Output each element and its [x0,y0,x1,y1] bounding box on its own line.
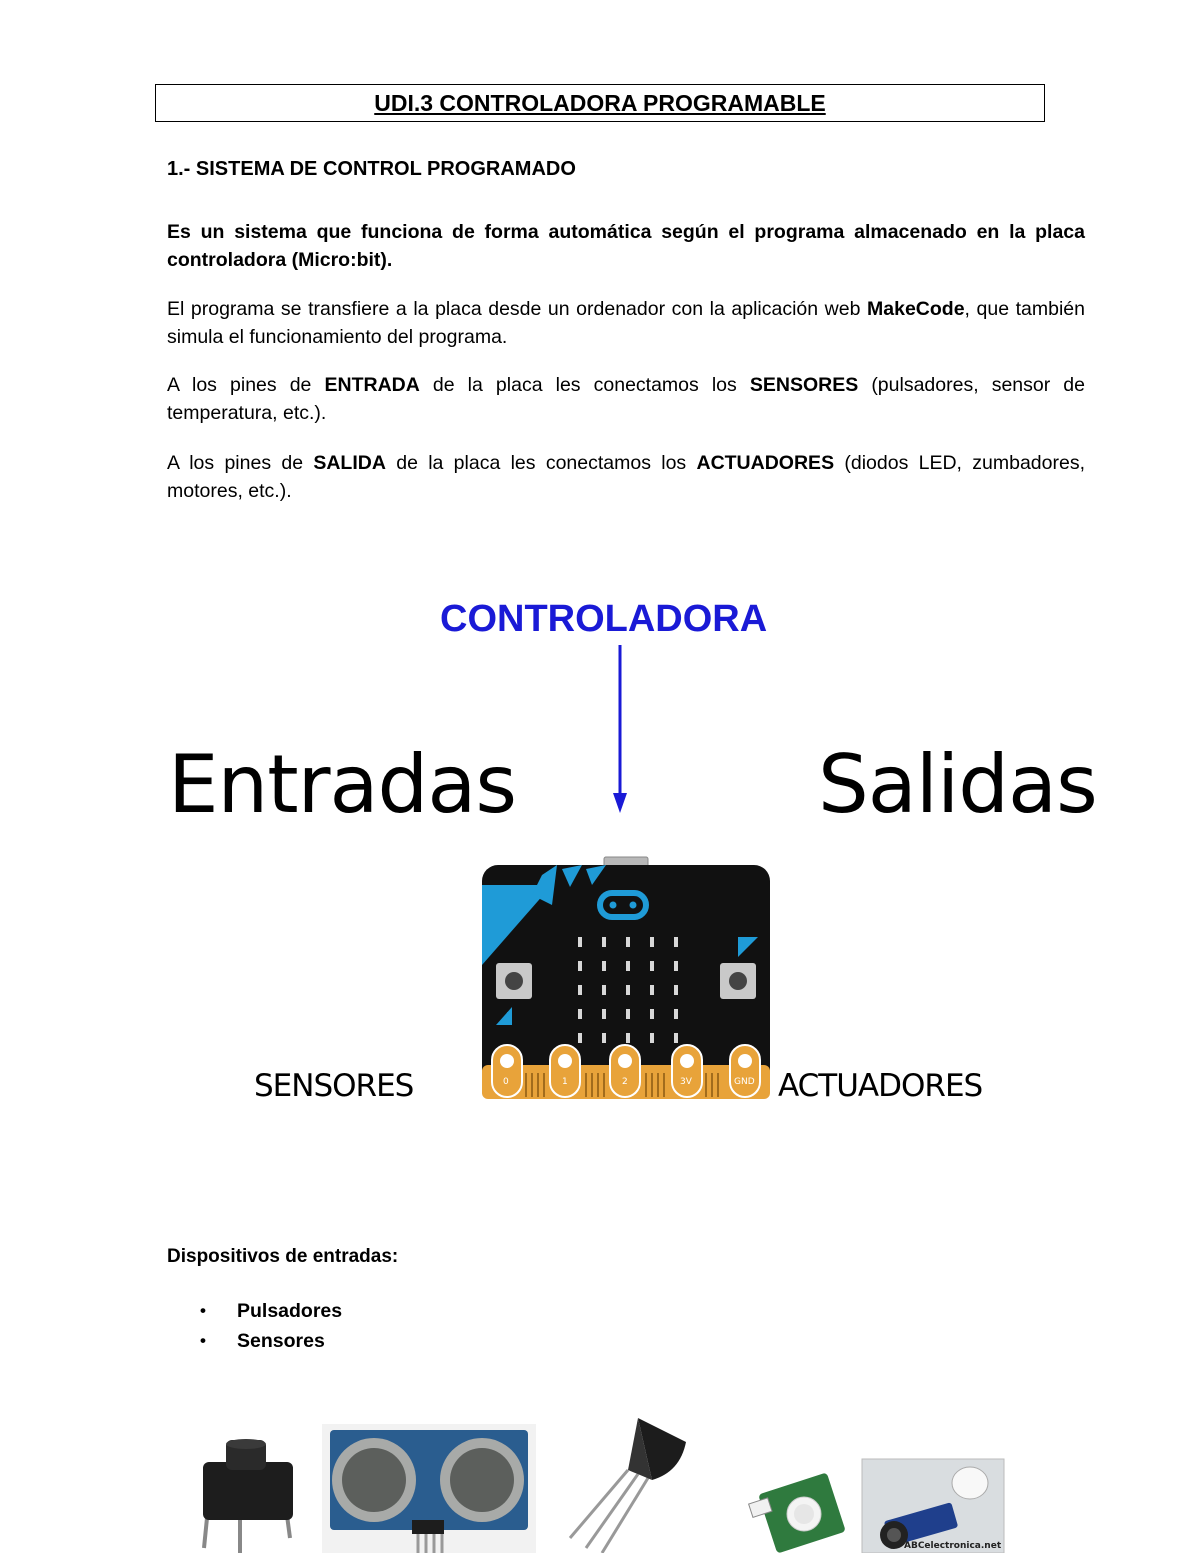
pin-label-3v: 3V [680,1077,692,1087]
p4-actuadores: ACTUADORES [696,452,835,474]
bullet-icon: • [200,1331,206,1350]
list-item [200,1296,342,1326]
microbit-pin-labels [482,1077,772,1091]
devices-heading: Dispositivos de entradas: [167,1246,399,1267]
paragraph-outputs [167,449,1085,505]
p2-text-c: , que también simula el funcionamiento del programa. [167,298,1085,348]
p2-makecode: MakeCode [867,298,965,320]
p3-text-a: A los pines de [167,374,325,396]
photo-watermark: ABCelectronica.net [904,1541,1002,1551]
ultrasonic-sensor-photo [322,1424,536,1553]
controladora-label: CONTROLADORA [440,598,768,640]
p4-text-a: A los pines de [167,452,314,474]
sensores-label: SENSORES [254,1068,414,1104]
entradas-label: Entradas [168,738,517,831]
pin-label-2: 2 [622,1077,628,1087]
pin-label-gnd: GND [734,1077,755,1087]
touch-sensor-photo [862,1459,1004,1553]
p2-text-a: El programa se transfiere a la placa desde un ordenador con la aplicación web [167,298,868,320]
button-b-label: B [738,937,744,946]
p3-sensores: SENSORES [749,374,859,396]
bullet-icon: • [200,1301,206,1320]
paragraph-definition: Es un sistema que funciona de forma automática según el programa almacenado en la placa controladora (Micro:bit). [167,221,1085,271]
button-a-label: A [505,1011,511,1020]
pir-sensor-photo [752,1466,844,1553]
p3-text-e: (pulsadores, sensor de temperatura, etc.). [167,374,1085,424]
paragraph-makecode [167,295,1085,351]
paragraph-inputs [167,371,1085,427]
pin-label-1: 1 [562,1077,568,1087]
p4-text-e: (diodos LED, zumbadores, motores, etc.). [167,452,1085,502]
list-item [200,1326,342,1356]
microbit-board [482,855,772,1101]
down-arrow-icon [610,645,630,815]
p3-entrada: ENTRADA [324,374,420,396]
p4-salida: SALIDA [313,452,386,474]
p3-text-c: de la placa les conectamos los [419,374,750,396]
document-title-text: UDI.3 CONTROLADORA PROGRAMABLE [374,89,826,116]
list-item-label: Pulsadores [237,1299,343,1322]
list-item-label: Sensores [237,1329,325,1352]
temperature-sensor-photo [568,1410,690,1553]
document-title [155,84,1045,122]
section-title: 1.- SISTEMA DE CONTROL PROGRAMADO [167,158,576,180]
pushbutton-photo [198,1438,298,1553]
salidas-label: Salidas [818,738,1097,831]
p4-text-c: de la placa les conectamos los [385,452,697,474]
devices-list [200,1296,342,1356]
pin-label-0: 0 [503,1077,509,1087]
actuadores-label: ACTUADORES [778,1068,983,1104]
